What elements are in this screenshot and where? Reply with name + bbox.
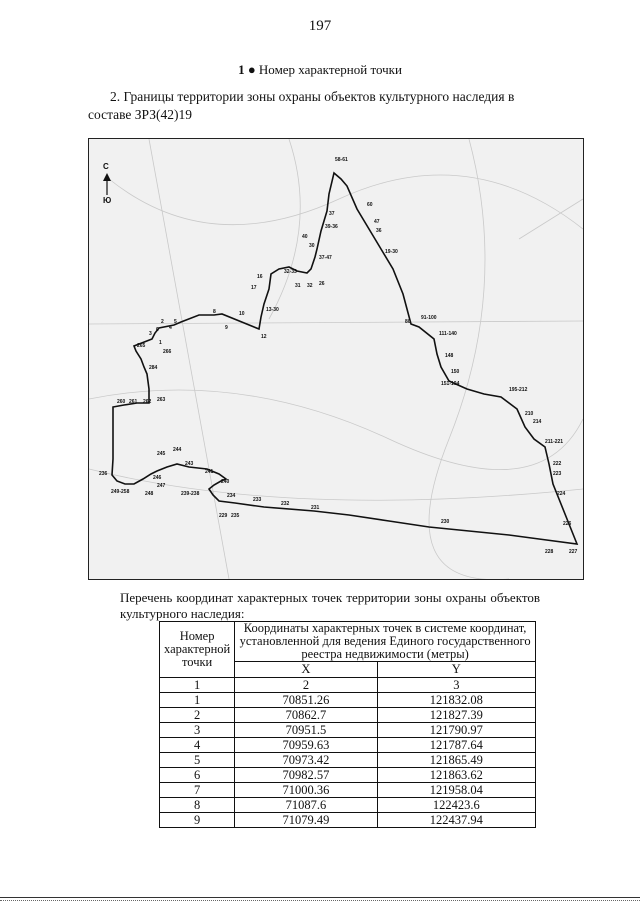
- point-label: 243: [185, 461, 194, 467]
- cell-x: 70862.7: [235, 708, 377, 723]
- point-label: 80: [405, 319, 411, 325]
- coordinates-table: [159, 621, 536, 828]
- point-label: 211-221: [545, 439, 564, 445]
- point-label: 37: [329, 211, 335, 217]
- point-label: 37-47: [319, 255, 332, 261]
- point-label: 228: [545, 549, 554, 555]
- header-x: X: [235, 662, 377, 678]
- cell-x: 71079.49: [235, 813, 377, 828]
- point-label: 239-238: [181, 491, 200, 497]
- point-label: 91-100: [421, 315, 437, 321]
- compass-icon: [103, 173, 111, 195]
- point-label: 1: [159, 340, 162, 346]
- point-label: 245: [157, 451, 166, 457]
- cell-y: 121865.49: [377, 753, 535, 768]
- cell-x: 71000.36: [235, 783, 377, 798]
- cell-point: 4: [160, 738, 235, 753]
- column-number: 2: [235, 678, 377, 693]
- point-label: 266: [163, 349, 172, 355]
- table-row: [160, 753, 536, 768]
- header-point-number: Номер характерной точки: [160, 622, 235, 678]
- point-label: 58-61: [335, 157, 348, 163]
- point-label: 12: [261, 334, 267, 340]
- point-label: 244: [173, 447, 182, 453]
- cell-point: 8: [160, 798, 235, 813]
- point-label: 2: [161, 319, 164, 325]
- point-label: 236: [99, 471, 108, 477]
- column-number: 3: [377, 678, 535, 693]
- point-label: 262: [143, 399, 152, 405]
- table-row: [160, 768, 536, 783]
- cell-point: 2: [160, 708, 235, 723]
- point-label: 223: [553, 471, 562, 477]
- point-label: 9: [225, 325, 228, 331]
- legend-dot-icon: ●: [247, 62, 256, 77]
- legend-marker: 1: [238, 62, 245, 77]
- point-label: 248: [145, 491, 154, 497]
- point-label: 249-258: [111, 489, 130, 495]
- cell-point: 5: [160, 753, 235, 768]
- point-label: 240: [221, 479, 230, 485]
- cell-x: 70959.63: [235, 738, 377, 753]
- point-label: 246: [153, 475, 162, 481]
- cell-x: 70951.5: [235, 723, 377, 738]
- point-label: 32: [307, 283, 313, 289]
- table-row: [160, 693, 536, 708]
- point-label: 241: [205, 469, 214, 475]
- table-row: [160, 738, 536, 753]
- point-label: 151-194: [441, 381, 460, 387]
- cell-point: 3: [160, 723, 235, 738]
- point-label: 148: [445, 353, 454, 359]
- header-coordinates: Координаты характерных точек в системе координат, установленной для ведения Единого государственного реестра недвижимости (метры): [235, 622, 536, 662]
- point-label: 8: [213, 309, 216, 315]
- point-label: 17: [251, 285, 257, 291]
- footer-divider: [0, 900, 640, 901]
- header-y: Y: [377, 662, 535, 678]
- section-title: Границы территории зоны охраны объектов культурного наследия в составе ЗРЗ(42)19: [88, 89, 515, 122]
- cell-y: 122437.94: [377, 813, 535, 828]
- cell-point: 7: [160, 783, 235, 798]
- cell-point: 6: [160, 768, 235, 783]
- map-svg: [89, 139, 583, 579]
- coordinates-list-caption: Перечень координат характерных точек территории зоны охраны объектов культурного наследия:: [120, 590, 540, 621]
- cell-x: 70851.26: [235, 693, 377, 708]
- map-legend: [0, 62, 640, 78]
- cell-y: 121827.39: [377, 708, 535, 723]
- point-label: 222: [553, 461, 562, 467]
- point-label: 214: [533, 419, 542, 425]
- legend-text: Номер характерной точки: [258, 62, 402, 77]
- page-number: 197: [308, 18, 332, 34]
- point-label: 227: [569, 549, 578, 555]
- point-label: 234: [227, 493, 236, 499]
- point-label: 6: [156, 327, 159, 333]
- table-row: [160, 708, 536, 723]
- point-label: 30: [309, 243, 315, 249]
- table-row: [160, 798, 536, 813]
- point-label: 31: [295, 283, 301, 289]
- zone-boundary-map: [88, 138, 584, 580]
- point-label: 261: [129, 399, 138, 405]
- section-heading: [88, 88, 558, 124]
- cell-point: 9: [160, 813, 235, 828]
- point-label: 39-36: [325, 224, 338, 230]
- section-number: 2.: [110, 89, 121, 104]
- column-number: 1: [160, 678, 235, 693]
- point-label: 231: [311, 505, 320, 511]
- point-label: 26: [319, 281, 325, 287]
- zone-boundary-line: [112, 173, 577, 544]
- cell-x: 71087.6: [235, 798, 377, 813]
- point-label: 263: [157, 397, 166, 403]
- point-label: 284: [149, 365, 158, 371]
- compass-north-label: С: [103, 162, 109, 171]
- cell-y: 121958.04: [377, 783, 535, 798]
- cell-y: 121832.08: [377, 693, 535, 708]
- point-label: 60: [367, 202, 373, 208]
- point-label: 150: [451, 369, 460, 375]
- point-label: 232: [281, 501, 290, 507]
- cell-x: 70982.57: [235, 768, 377, 783]
- cell-x: 70973.42: [235, 753, 377, 768]
- point-label: 47: [374, 219, 380, 225]
- point-label: 40: [302, 234, 308, 240]
- point-label: 5: [174, 319, 177, 325]
- table-row: [160, 723, 536, 738]
- point-label: 265: [137, 343, 146, 349]
- table-row: [160, 813, 536, 828]
- point-label: 260: [117, 399, 126, 405]
- point-label: 4: [169, 325, 172, 331]
- point-label: 233: [253, 497, 262, 503]
- cell-y: 121787.64: [377, 738, 535, 753]
- point-label: 32-33: [284, 269, 297, 275]
- point-label: 210: [525, 411, 534, 417]
- compass-south-label: Ю: [103, 196, 112, 205]
- point-label: 16: [257, 274, 263, 280]
- point-label: 247: [157, 483, 166, 489]
- point-label: 229: [219, 513, 228, 519]
- cell-point: 1: [160, 693, 235, 708]
- point-label: 226: [563, 521, 572, 527]
- point-label: 111-140: [439, 331, 457, 337]
- cell-y: 122423.6: [377, 798, 535, 813]
- point-label: 19-30: [385, 249, 398, 255]
- cell-y: 121863.62: [377, 768, 535, 783]
- table-row: [160, 783, 536, 798]
- point-label: 195-212: [509, 387, 528, 393]
- point-label: 13-30: [266, 307, 279, 313]
- cell-y: 121790.97: [377, 723, 535, 738]
- point-label: 3: [149, 331, 152, 337]
- point-label: 224: [557, 491, 566, 497]
- point-label: 36: [376, 228, 382, 234]
- point-label: 230: [441, 519, 450, 525]
- point-label: 235: [231, 513, 240, 519]
- point-label: 10: [239, 311, 245, 317]
- footer-divider: [0, 897, 640, 898]
